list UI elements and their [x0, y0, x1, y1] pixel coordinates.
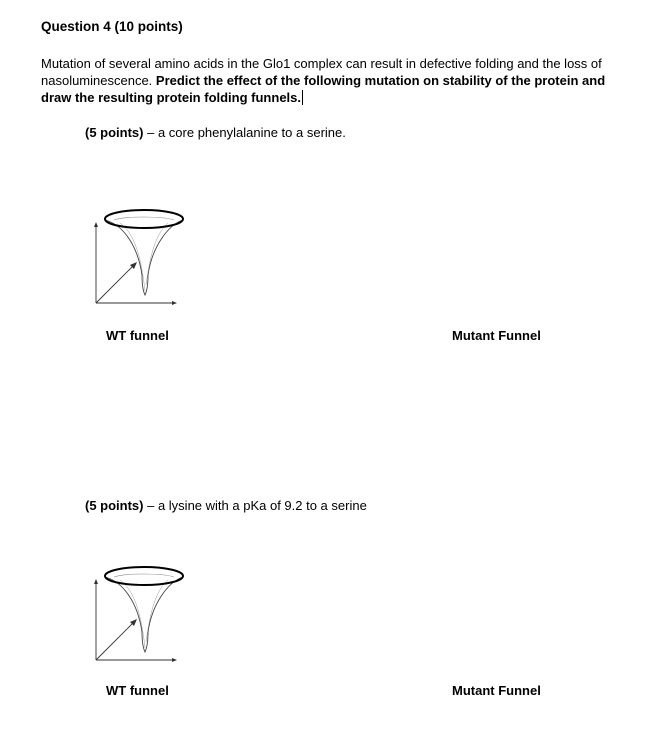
wt-funnel-diagram-1 [90, 205, 190, 305]
text-cursor [302, 90, 303, 105]
funnel-inner-line [120, 223, 168, 291]
intro-plain-text: Mutation of several amino acids in the Glo1 complex can result in defective folding and the loss of nasoluminescence. [41, 56, 602, 88]
diagonal-axis [96, 622, 134, 660]
y-axis-arrowhead [94, 579, 98, 584]
question-title: Question 4 (10 points) [41, 19, 183, 34]
part-2-points: (5 points) [85, 498, 144, 513]
part-2-prompt [85, 498, 367, 513]
x-axis-arrowhead [172, 658, 177, 662]
wt-funnel-diagram-2 [90, 562, 190, 662]
part-1-text: – a core phenylalanine to a serine. [143, 125, 346, 140]
funnel-inner-line [120, 580, 168, 648]
funnel-rim-inner [114, 217, 174, 220]
part-1-wt-label: WT funnel [106, 328, 169, 343]
part-2-text: – a lysine with a pKa of 9.2 to a serine [143, 498, 367, 513]
part-1-mutant-label: Mutant Funnel [452, 328, 541, 343]
y-axis-arrowhead [94, 222, 98, 227]
intro-bold-text: Predict the effect of the following mutation on stability of the protein and draw the resulting protein folding funnels. [41, 73, 606, 105]
part-1-prompt [85, 125, 346, 140]
question-intro [41, 55, 621, 106]
part-2-mutant-label: Mutant Funnel [452, 683, 541, 698]
funnel-rim-inner [114, 574, 174, 577]
diagonal-axis [96, 265, 134, 303]
part-1-points: (5 points) [85, 125, 144, 140]
part-2-wt-label: WT funnel [106, 683, 169, 698]
x-axis-arrowhead [172, 301, 177, 305]
